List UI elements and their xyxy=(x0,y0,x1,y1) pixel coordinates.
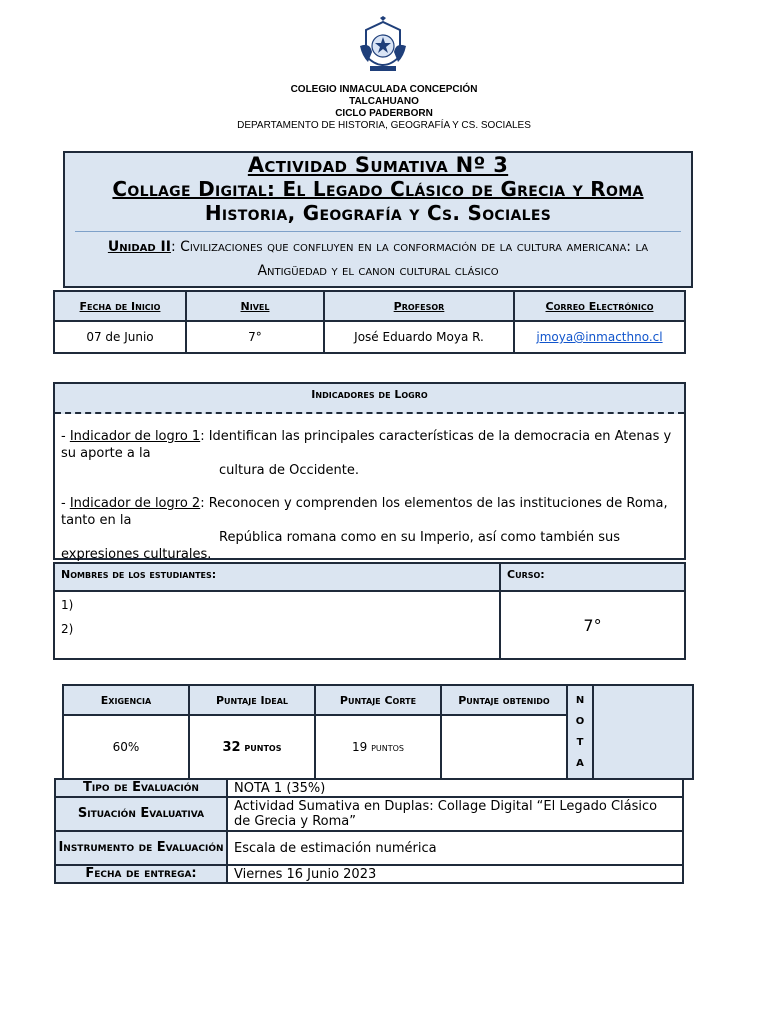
header-fecha-inicio: Fecha de Inicio xyxy=(54,291,186,321)
students-names-cell[interactable] xyxy=(54,591,500,659)
curso-label: Curso: xyxy=(500,563,685,591)
school-city: TALCAHUANO xyxy=(349,96,419,107)
student-1: 1) xyxy=(61,598,74,612)
tipo-evaluacion-value: NOTA 1 (35%) xyxy=(227,779,683,797)
info-table xyxy=(53,290,686,354)
unidad-text: : Civilizaciones que confluyen en la conformación de la cultura americana: la Antigüedad y el canon cultural clásico xyxy=(170,239,649,279)
puntaje-obtenido-value[interactable] xyxy=(441,715,567,779)
header-exigencia: Exigencia xyxy=(63,685,189,715)
puntaje-corte-value: 19 puntos xyxy=(315,715,441,779)
school-cycle: CICLO PADERBORN xyxy=(335,108,433,119)
header-correo: Correo Electrónico xyxy=(514,291,685,321)
email-link[interactable]: jmoya@inmacthno.cl xyxy=(536,330,663,344)
evaluation-table xyxy=(54,778,684,884)
fecha-inicio-value: 07 de Junio xyxy=(54,321,186,353)
title-box xyxy=(63,151,693,288)
fecha-entrega-value: Viernes 16 Junio 2023 xyxy=(227,865,683,883)
header-puntaje-ideal: Puntaje Ideal xyxy=(189,685,315,715)
students-table xyxy=(53,562,686,660)
profesor-value: José Eduardo Moya R. xyxy=(324,321,514,353)
activity-subtitle: Collage Digital: El Legado Clásico de Grecia y Roma xyxy=(112,177,644,201)
header-nivel: Nivel xyxy=(186,291,324,321)
indicadores-section xyxy=(53,382,686,560)
nota-value-cell[interactable] xyxy=(593,685,693,779)
header-puntaje-obtenido: Puntaje obtenido xyxy=(441,685,567,715)
school-crest-icon xyxy=(358,16,408,78)
student-2: 2) xyxy=(61,622,74,636)
instrumento-evaluacion-value: Escala de estimación numérica xyxy=(227,831,683,865)
tipo-evaluacion-label: Tipo de Evaluación xyxy=(55,779,227,797)
indicador-2: - Indicador de logro 2: Reconocen y comprenden los elementos de las instituciones de Roma, tanto en la República romana como en su Imperio, así como también sus expresiones culturales. xyxy=(61,496,668,562)
nota-label: N O T A xyxy=(567,685,593,779)
situacion-evaluativa-value: Actividad Sumativa en Duplas: Collage Digital “El Legado Clásico de Grecia y Roma” xyxy=(227,797,683,831)
department-name: DEPARTAMENTO DE HISTORIA, GEOGRAFÍA Y CS. SOCIALES xyxy=(237,120,531,131)
fecha-entrega-label: Fecha de entrega: xyxy=(55,865,227,883)
subject-title: Historia, Geografía y Cs. Sociales xyxy=(204,201,552,225)
exigencia-value: 60% xyxy=(63,715,189,779)
score-table xyxy=(62,684,694,780)
situacion-evaluativa-label: Situación Evaluativa xyxy=(55,797,227,831)
instrumento-evaluacion-label: Instrumento de Evaluación xyxy=(55,831,227,865)
title-divider xyxy=(75,231,681,232)
curso-value: 7° xyxy=(500,591,685,659)
header-profesor: Profesor xyxy=(324,291,514,321)
indicadores-title: Indicadores de Logro xyxy=(55,384,684,414)
indicador-1: - Indicador de logro 1: Identifican las principales características de la democracia en Atenas y su aporte a la cultura de Occidente. xyxy=(61,429,672,478)
activity-title: Actividad Sumativa Nº 3 xyxy=(247,153,509,177)
header-puntaje-corte: Puntaje Corte xyxy=(315,685,441,715)
nivel-value: 7° xyxy=(186,321,324,353)
school-name: COLEGIO INMACULADA CONCEPCIÓN xyxy=(290,84,478,95)
correo-cell xyxy=(514,321,685,353)
unidad-label: Unidad II xyxy=(107,239,171,255)
unidad-description xyxy=(65,235,691,283)
students-label: Nombres de los estudiantes: xyxy=(54,563,500,591)
puntaje-ideal-value: 32 puntos xyxy=(189,715,315,779)
